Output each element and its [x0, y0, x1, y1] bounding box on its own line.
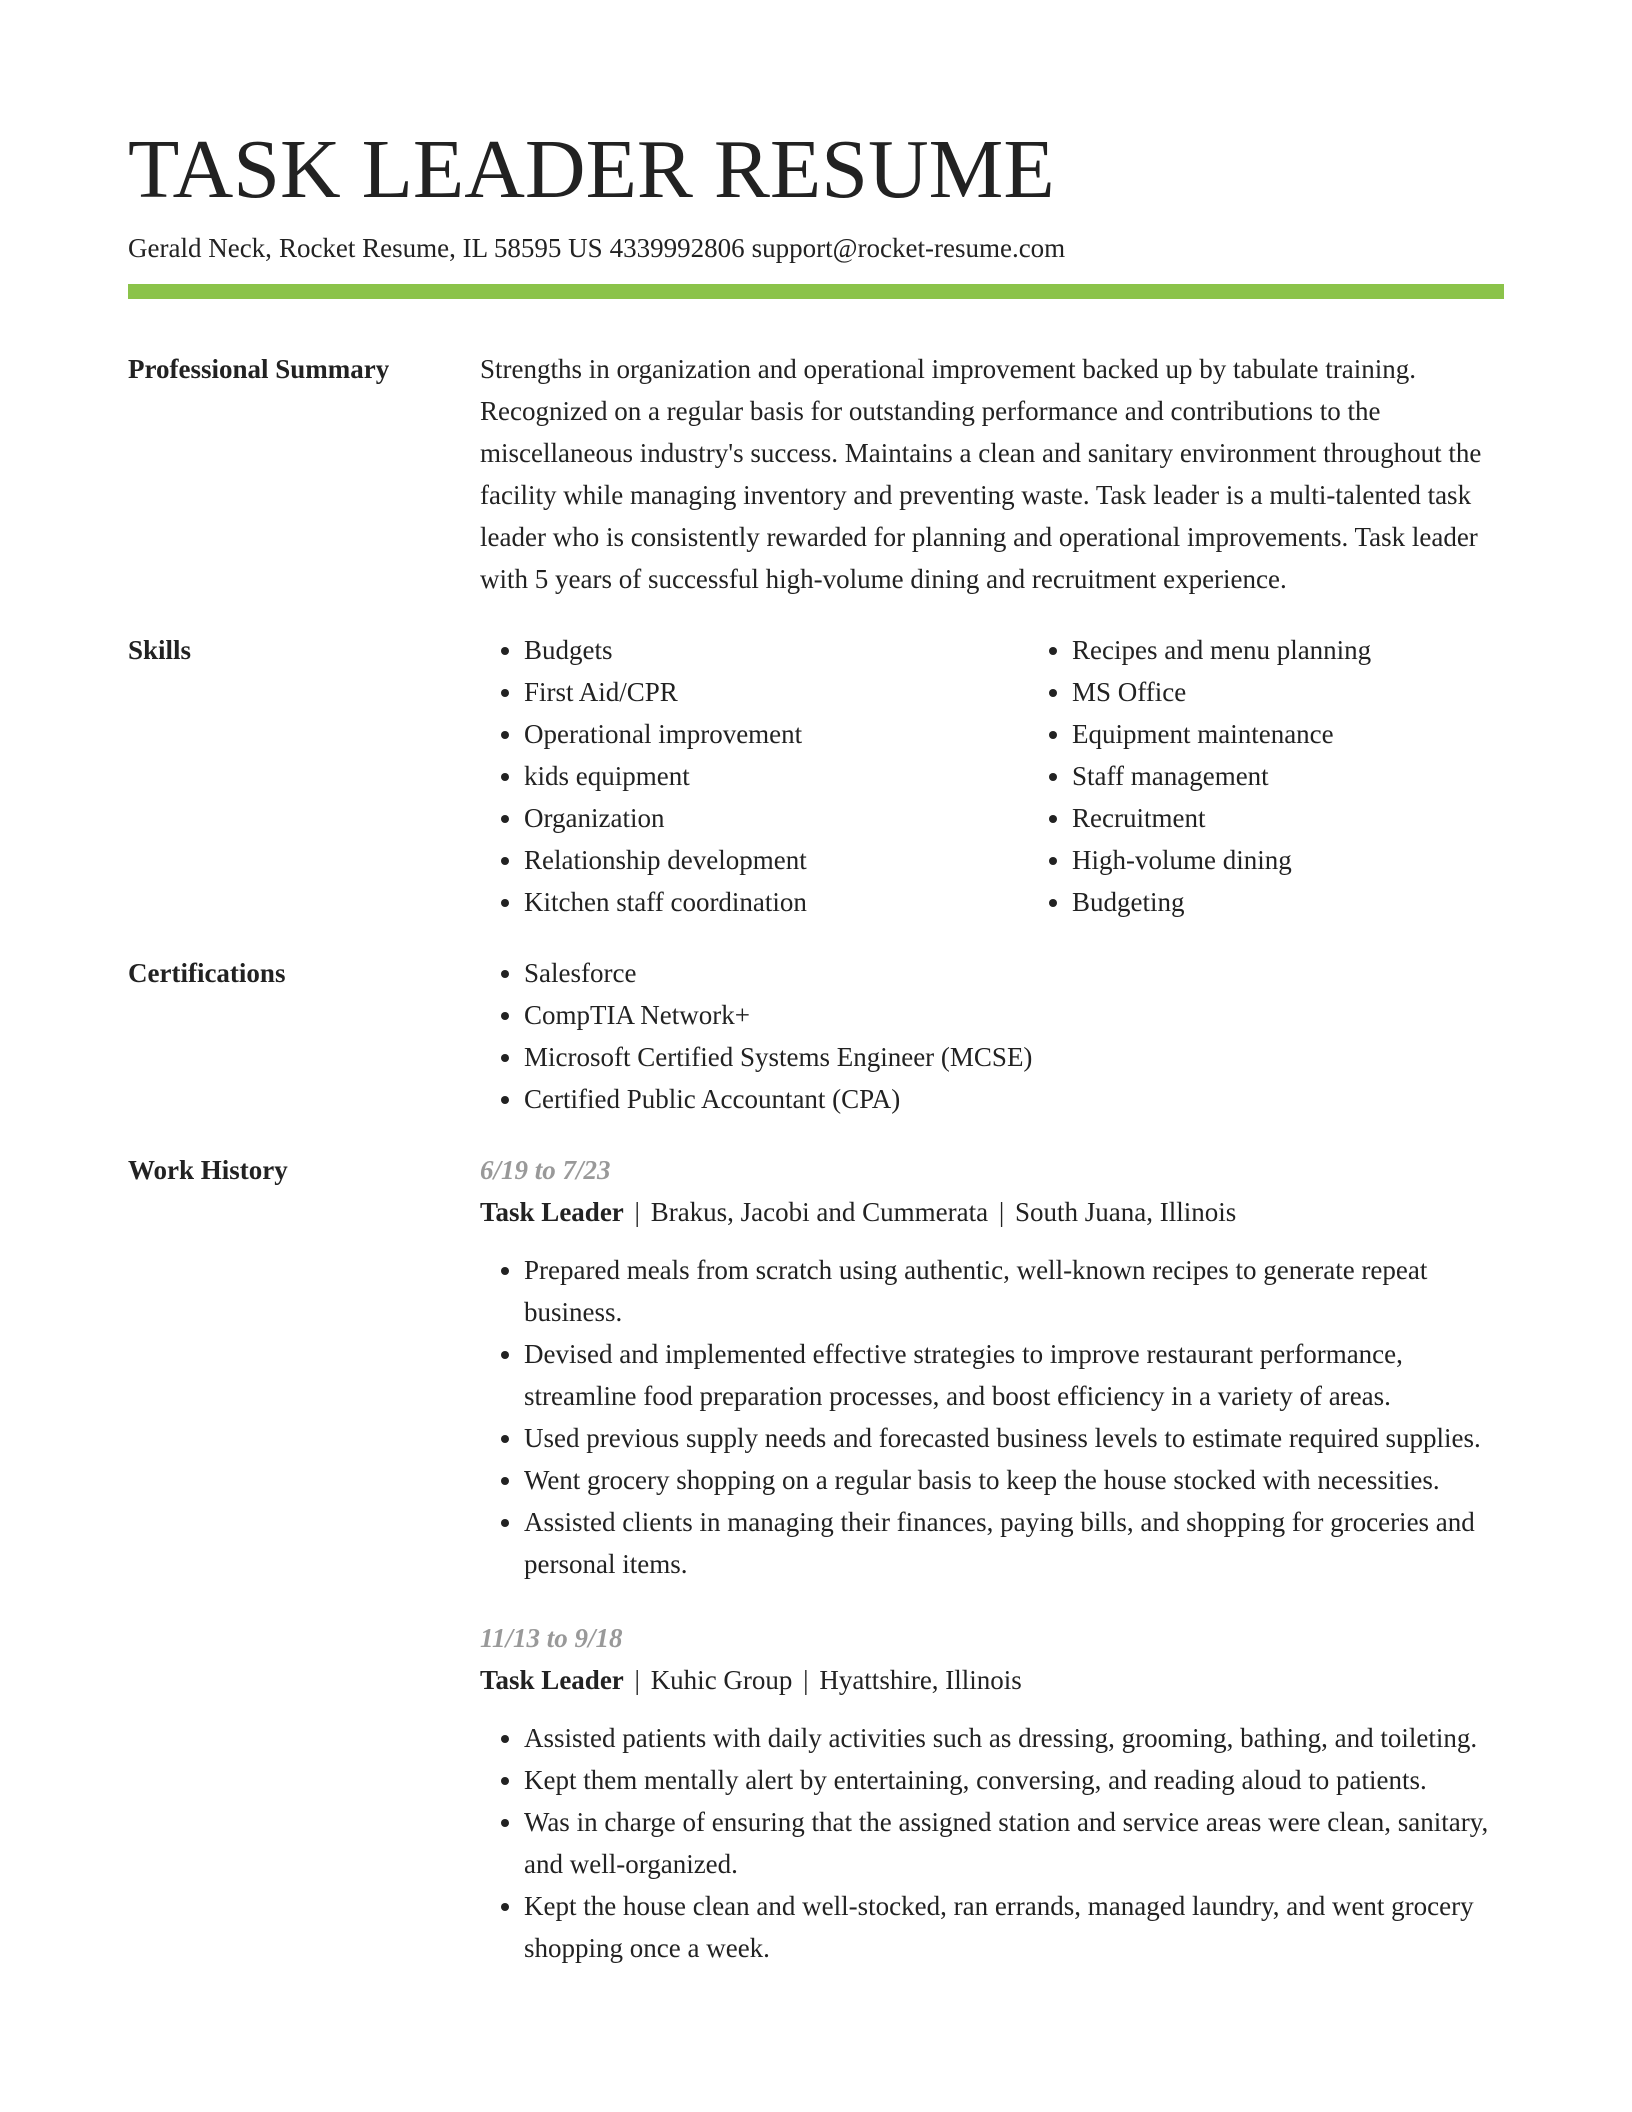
job-bullets: [480, 1717, 1504, 1969]
contact-location: Rocket Resume, IL 58595 US: [278, 233, 603, 263]
skill-item: • Budgeting: [1072, 881, 1504, 923]
job-bullet: • Kept them mentally alert by entertaining, conversing, and reading aloud to patients.: [524, 1759, 1504, 1801]
job-bullet: • Kept the house clean and well-stocked, ran errands, managed laundry, and went grocery shopping once a week.: [524, 1885, 1504, 1969]
work-history-content: [480, 1149, 1504, 2001]
accent-divider: [128, 284, 1504, 299]
certification-item: • CompTIA Network+: [524, 994, 1504, 1036]
job-bullet: • Assisted patients with daily activities such as dressing, grooming, bathing, and toileting.: [524, 1717, 1504, 1759]
skill-item: • Kitchen staff coordination: [524, 881, 1028, 923]
work-history-section: [128, 1152, 1504, 2001]
job-bullet: • Devised and implemented effective strategies to improve restaurant performance, streamline food preparation processes, and boost efficiency in a variety of areas.: [524, 1333, 1504, 1417]
job-title: Task Leader: [480, 1665, 624, 1695]
section-label-summary: Professional Summary: [128, 354, 390, 384]
contact-email: support@rocket-resume.com: [751, 233, 1066, 263]
job-bullets: [480, 1249, 1504, 1585]
job-company: Brakus, Jacobi and Cummerata: [650, 1197, 989, 1227]
skills-list-left: [480, 629, 1028, 923]
skill-item: • First Aid/CPR: [524, 671, 1028, 713]
certification-item: • Certified Public Accountant (CPA): [524, 1078, 1504, 1120]
skill-item: • Operational improvement: [524, 713, 1028, 755]
skill-item: • Recruitment: [1072, 797, 1504, 839]
job-separator: |: [803, 1665, 809, 1695]
certifications-section: [128, 955, 1504, 1120]
job-bullet: • Used previous supply needs and forecasted business levels to estimate required supplies.: [524, 1417, 1504, 1459]
section-label-certifications: Certifications: [128, 958, 286, 988]
skill-item: • Equipment maintenance: [1072, 713, 1504, 755]
job-title-line: [480, 1191, 1504, 1233]
skill-item: • Organization: [524, 797, 1028, 839]
certifications-list: [480, 952, 1504, 1120]
skills-content: [480, 629, 1504, 923]
job-bullet: • Went grocery shopping on a regular basis to keep the house stocked with necessities.: [524, 1459, 1504, 1501]
skill-item: • MS Office: [1072, 671, 1504, 713]
summary-content: [480, 348, 1504, 600]
summary-text: Strengths in organization and operational improvement backed up by tabulate training. Recognized on a regular basis for outstanding performance and contributions to the miscellaneous industry's success. Maintains a clean and sanitary environment throughout the facility while managing inventory and preventing waste. Task leader is a multi-talented task leader who is consistently rewarded for planning and operational improvements. Task leader with 5 years of successful high-volume dining and recruitment experience.: [480, 354, 1482, 594]
job-separator: |: [634, 1197, 640, 1227]
job-location: Hyattshire, Illinois: [819, 1665, 1022, 1695]
job-location: South Juana, Illinois: [1015, 1197, 1237, 1227]
certifications-content: [480, 952, 1504, 1120]
certification-item: • Salesforce: [524, 952, 1504, 994]
job-separator: |: [634, 1665, 640, 1695]
contact-name: Gerald Neck,: [128, 233, 272, 263]
skill-item: • kids equipment: [524, 755, 1028, 797]
summary-section: [128, 351, 1504, 600]
job-bullet: • Prepared meals from scratch using authentic, well-known recipes to generate repeat business.: [524, 1249, 1504, 1333]
section-label-work-history: Work History: [128, 1155, 288, 1185]
job-company: Kuhic Group: [650, 1665, 793, 1695]
skills-list-right: [1028, 629, 1504, 923]
job-separator: |: [998, 1197, 1005, 1227]
job-dates: 11/13 to 9/18: [480, 1623, 623, 1653]
job-bullet: • Assisted clients in managing their finances, paying bills, and shopping for groceries and personal items.: [524, 1501, 1504, 1585]
resume-title: TASK LEADER RESUME: [128, 123, 1055, 216]
resume: [128, 120, 1504, 2001]
skills-section: [128, 632, 1504, 923]
contact-phone: 4339992806: [609, 233, 745, 263]
skill-item: • Staff management: [1072, 755, 1504, 797]
skill-item: • Recipes and menu planning: [1072, 629, 1504, 671]
job-title: Task Leader: [480, 1197, 624, 1227]
job-entry: [480, 1617, 1504, 1969]
section-label-skills: Skills: [128, 635, 192, 665]
job-bullet: • Was in charge of ensuring that the assigned station and service areas were clean, sanitary, and well-organized.: [524, 1801, 1504, 1885]
job-entry: [480, 1149, 1504, 1585]
skill-item: • High-volume dining: [1072, 839, 1504, 881]
contact-line: [128, 230, 1504, 266]
skill-item: • Relationship development: [524, 839, 1028, 881]
certification-item: • Microsoft Certified Systems Engineer (MCSE): [524, 1036, 1504, 1078]
job-title-line: [480, 1659, 1504, 1701]
skill-item: • Budgets: [524, 629, 1028, 671]
job-dates: 6/19 to 7/23: [480, 1155, 611, 1185]
